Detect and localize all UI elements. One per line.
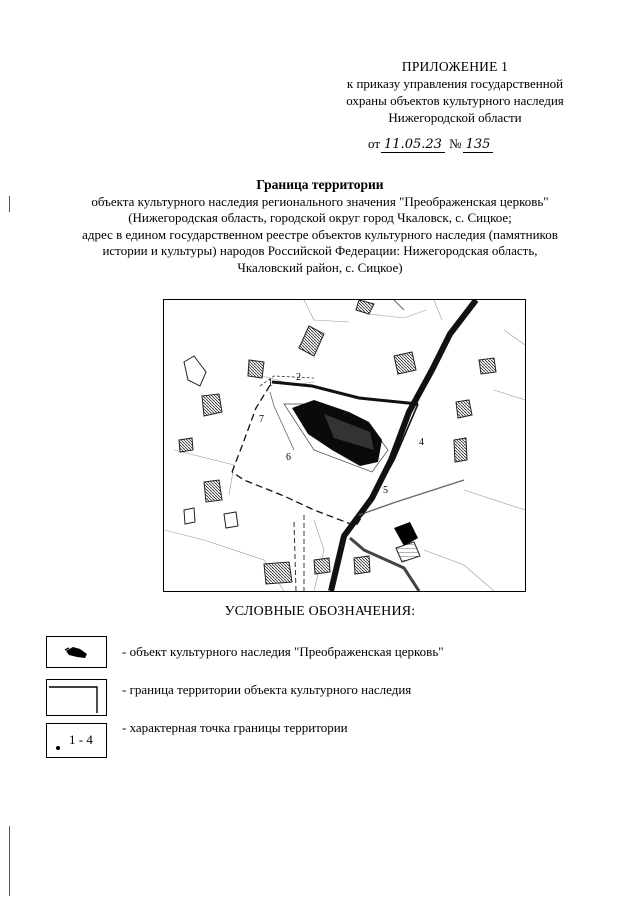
heading-line-2: (Нижегородская область, городской округ город Чкаловск, с. Сицкое;: [128, 210, 512, 225]
church-legend-icon: [47, 637, 106, 667]
scan-edge-mark: [9, 196, 10, 212]
legend-boundary-text: - граница территории объекта культурного наследия: [122, 682, 412, 697]
point-4: 4: [419, 437, 424, 448]
appendix-header: [330, 58, 580, 126]
scan-edge-mark: [9, 826, 10, 896]
point-2: 2: [296, 372, 301, 383]
legend-point-sample: 1 - 4: [69, 732, 93, 747]
point-7: 7: [259, 414, 264, 425]
appendix-line-1: к приказу управления государственной: [346, 76, 564, 91]
legend-boundary-symbol: [46, 679, 107, 716]
heading-line-5: Чкаловский район, с. Сицкое): [237, 259, 403, 275]
order-date: 11.05.23: [381, 137, 445, 153]
legend-church-symbol: [46, 636, 107, 668]
territory-map: [163, 299, 526, 592]
legend-point-symbol: [46, 723, 107, 758]
order-number-sign: №: [449, 136, 462, 151]
point-3: 3: [414, 394, 419, 405]
order-line: [368, 136, 494, 153]
church: [292, 400, 382, 466]
heading-title: Граница территории: [256, 177, 384, 192]
legend-church-text: - объект культурного наследия "Преображенская церковь": [122, 644, 444, 659]
boundary-legend-icon: [47, 680, 106, 715]
order-prefix: от: [368, 136, 381, 151]
point-1: 1: [268, 378, 273, 389]
point-6: 6: [286, 452, 291, 463]
point-5: 5: [383, 485, 388, 496]
map-drawing: [164, 300, 525, 591]
heading-line-1: объекта культурного наследия регионального значения "Преображенская церковь": [91, 193, 549, 209]
appendix-title: ПРИЛОЖЕНИЕ 1: [401, 59, 509, 74]
order-number: 135: [463, 137, 494, 153]
heading-line-4: истории и культуры) народов Российской Федерации: Нижегородская область,: [102, 243, 538, 258]
legend-title: УСЛОВНЫЕ ОБОЗНАЧЕНИЯ:: [224, 604, 416, 619]
point-dot-icon: [56, 746, 60, 750]
appendix-line-2: охраны объектов культурного наследия: [346, 93, 564, 108]
heading-line-3: адрес в едином государственном реестре объектов культурного наследия (памятников: [82, 226, 558, 242]
appendix-line-3: Нижегородской области: [388, 110, 522, 125]
document-heading: [70, 177, 570, 276]
legend-point-text: - характерная точка границы территории: [122, 720, 348, 735]
